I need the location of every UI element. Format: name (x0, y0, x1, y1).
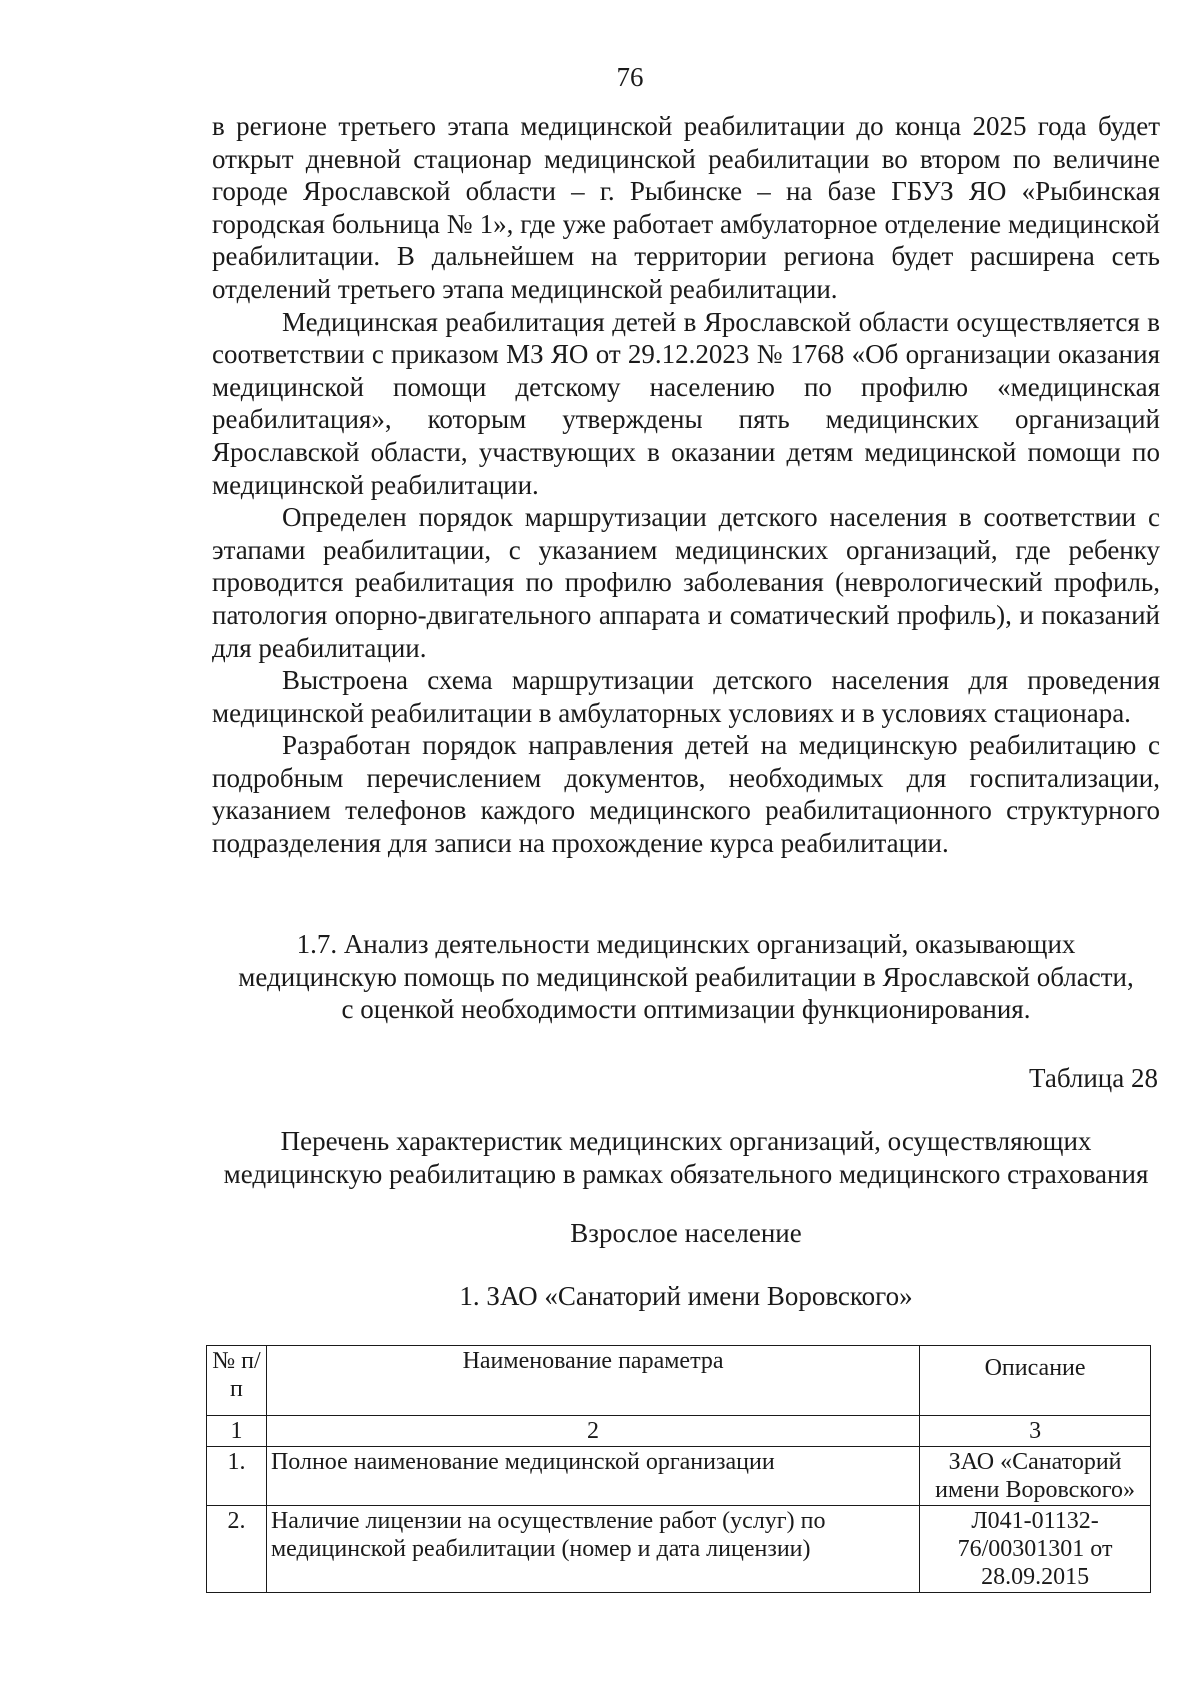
table-header-row (207, 1346, 1151, 1416)
body-text (212, 110, 1160, 860)
row-desc: ЗАО «Санаторий имени Воровского» (920, 1447, 1151, 1506)
paragraph-1: в регионе третьего этапа медицинской реабилитации до конца 2025 года будет открыт дневной стационар медицинской реабилитации во втором по величине городе Ярославской области – г. Рыбинске – на базе ГБУЗ ЯО «Рыбинская городская больница № 1», где уже работает амбулаторное отделение медицинской реабилитации. В дальнейшем на территории региона будет расширена сеть отделений третьего этапа медицинской реабилитации. (212, 111, 1160, 304)
table-caption (212, 1125, 1160, 1190)
page-number: 76 (616, 62, 644, 92)
table-caption-line: медицинскую реабилитацию в рамках обязательного медицинского страхования (223, 1158, 1149, 1189)
table-row (207, 1506, 1151, 1593)
table-index-row (207, 1416, 1151, 1447)
section-heading-line: с оценкой необходимости оптимизации функционирования. (341, 994, 1031, 1025)
index-cell: 2 (266, 1416, 919, 1447)
paragraph-5: Разработан порядок направления детей на медицинскую реабилитацию с подробным перечислением документов, необходимых для госпитализации, указанием телефонов каждого медицинского реабилитационного структурного подразделения для записи на прохождение курса реабилитации. (212, 730, 1160, 859)
table-row (207, 1447, 1151, 1506)
section-heading-line: медицинскую помощь по медицинской реабилитации в Ярославской области, (238, 961, 1134, 992)
section-heading-line: 1.7. Анализ деятельности медицинских организаций, оказывающих (296, 929, 1076, 959)
row-desc: Л041-01132-76/00301301 от 28.09.2015 (920, 1506, 1151, 1593)
paragraph-2: Медицинская реабилитация детей в Ярославской области осуществляется в соответствии с приказом МЗ ЯО от 29.12.2023 № 1768 «Об организации оказания медицинской помощи детскому населению по профилю «медицинская реабилитация», которым утверждены пять медицинских организаций Ярославской области, участвующих в оказании детям медицинской помощи по медицинской реабилитации. (212, 306, 1160, 500)
paragraph-3: Определен порядок маршрутизации детского населения в соответствии с этапами реабилитации, с указанием медицинских организаций, где ребенку проводится реабилитация по профилю заболевания (неврологический профиль, патология опорно-двигательного аппарата и соматический профиль), и показаний для реабилитации. (212, 502, 1160, 663)
index-cell: 3 (920, 1416, 1151, 1447)
row-num: 1. (207, 1447, 267, 1506)
row-param: Наличие лицензии на осуществление работ (услуг) по медицинской реабилитации (номер и дата лицензии) (266, 1506, 919, 1593)
population-heading: Взрослое население (570, 1218, 802, 1248)
index-cell: 1 (207, 1416, 267, 1447)
header-param: Наименование параметра (266, 1346, 919, 1416)
header-desc: Описание (920, 1346, 1151, 1416)
row-num: 2. (207, 1506, 267, 1593)
paragraph-4: Выстроена схема маршрутизации детского населения для проведения медицинской реабилитации в амбулаторных условиях и в условиях стационара. (212, 665, 1160, 728)
section-heading (212, 928, 1160, 1026)
header-num: № п/п (207, 1346, 267, 1416)
organization-heading: 1. ЗАО «Санаторий имени Воровского» (459, 1281, 913, 1311)
table-number: Таблица 28 (1029, 1063, 1158, 1093)
parameters-table (206, 1345, 1151, 1593)
table-caption-line: Перечень характеристик медицинских организаций, осуществляющих (280, 1126, 1092, 1156)
row-param: Полное наименование медицинской организации (266, 1447, 919, 1506)
